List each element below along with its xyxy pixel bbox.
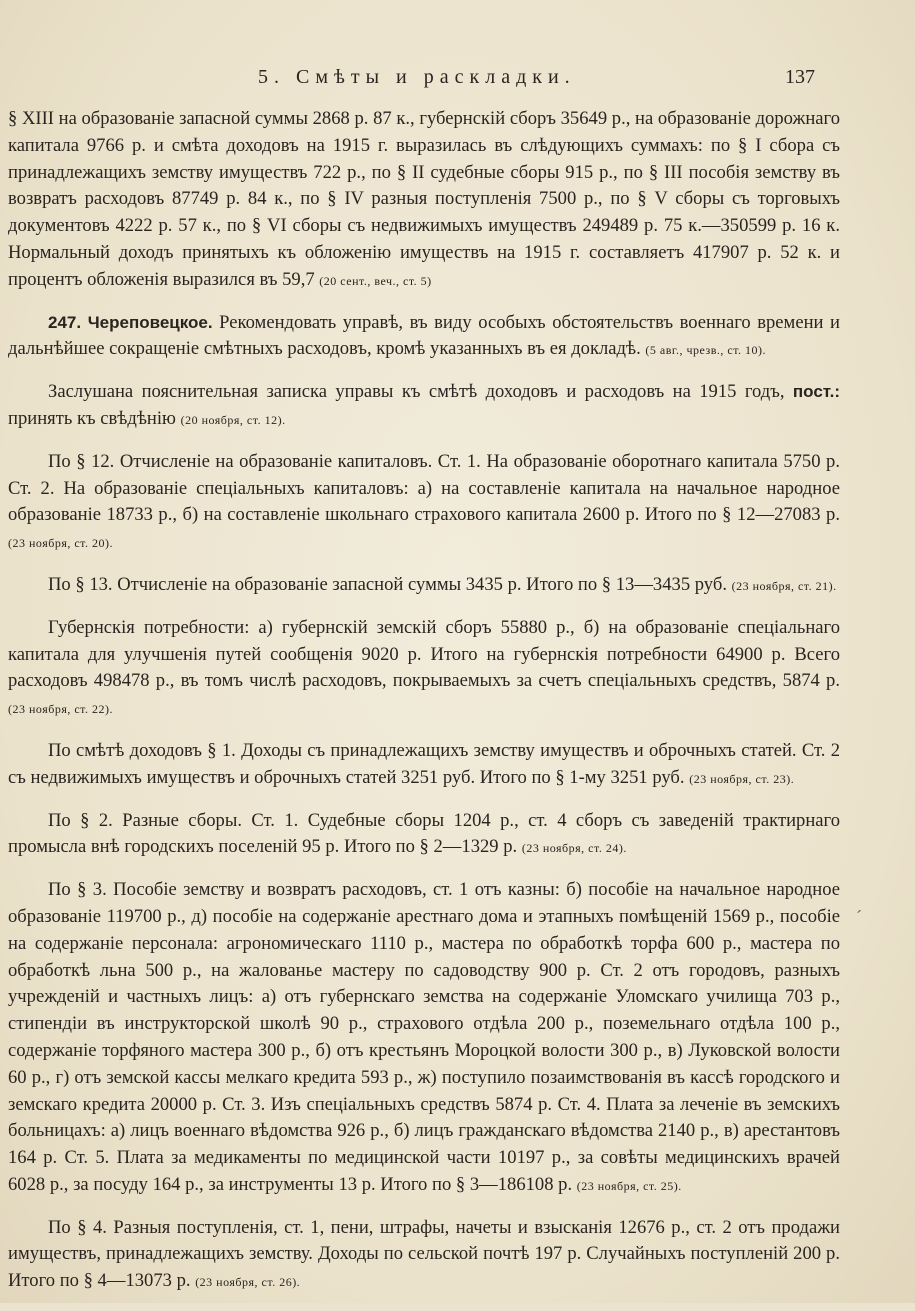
running-header [0,66,915,96]
session-reference: (23 ноября, ст. 21). [731,578,837,593]
paragraph [8,808,840,863]
paragraph [8,310,840,365]
bold-term: 247. Череповецкое. [48,312,213,332]
paragraph [8,738,840,793]
paragraph [8,1215,840,1296]
paragraph-text: По § 2. Разные сборы. Ст. 1. Судебные сборы 1204 р., ст. 4 сборъ съ заведеній трактирнаго промысла внѣ городскихъ поселеній 95 р. Итого по § 2—1329 р. [8,809,840,858]
session-reference: (23 ноября, ст. 26). [195,1275,301,1290]
session-reference: (20 ноября, ст. 12). [180,412,286,427]
paragraph-text: принять къ свѣдѣнію [8,407,181,429]
running-title: 5. Смѣты и раскладки. [258,66,576,88]
page-body [8,106,840,1311]
session-reference: (23 ноября, ст. 25). [576,1178,682,1193]
paragraph-text: Рекомендовать управѣ, въ виду особыхъ обстоятельствъ военнаго времени и дальнѣйшее сокращеніе смѣтныхъ расходовъ, кромѣ указанныхъ въ ея докладѣ. [8,311,840,360]
paragraph [8,106,840,295]
session-reference: (5 авг., чрезв., ст. 10). [645,343,767,358]
session-reference: (23 ноября, ст. 24). [521,841,627,856]
paragraph [8,615,840,723]
paragraph-text: § XIII на образованіе запасной суммы 2868 р. 87 к., губернскій сборъ 35649 р., на образованіе дорожнаго капитала 9766 р. и смѣта доходовъ на 1915 г. выразилась въ слѣдующихъ суммахъ: по § I сбора съ принадлежащихъ земству имуществъ 722 р., по § II судебные сборы 915 р., по § III пособія земству въ возвратъ расходовъ 87749 р. 84 к., по § IV разныя поступленія 7500 р., по § V сборы съ торговыхъ документовъ 4222 р. 57 к., по § VI сборы съ недвижимыхъ имуществъ 249489 р. 75 к.—350599 р. 16 к. Нормальный доходъ принятыхъ къ обложенію имуществъ на 1915 г. составляетъ 417907 р. 52 к. и процентъ обложенія выразился въ 59,7 [8,108,840,290]
paragraph-text: По § 13. Отчисленіе на образованіе запасной суммы 3435 р. Итого по § 13—3435 руб. [48,573,732,595]
paragraph-text: По смѣтѣ доходовъ § 1. Доходы съ принадлежащихъ земству имуществъ и оброчныхъ статей. Ст. 2 съ недвижимыхъ имуществъ и оброчныхъ статей 3251 руб. Итого по § 1-му 3251 руб. [8,739,840,788]
page-number: 137 [785,66,815,88]
paragraph-text: По § 4. Разныя поступленія, ст. 1, пени, штрафы, начеты и взысканія 12676 р., ст. 2 отъ продажи имуществъ, принадлежащихъ земству. Доходы по сельской почтѣ 197 р. Случайныхъ поступленій 200 р. Итого по § 4—13073 р. [8,1216,840,1292]
paragraph [8,449,840,557]
session-reference: (20 сент., веч., ст. 5) [319,273,432,288]
bold-term: пост.: [792,382,840,402]
paragraph [8,572,840,600]
paragraph-text: По § 12. Отчисленіе на образованіе капиталовъ. Ст. 1. На образованіе оборотнаго капитала 5750 р. Ст. 2. На образованіе спеціальныхъ капиталовъ: а) на составленіе капитала на начальное народное образованіе 18733 р., б) на составленіе школьнаго страхового капитала 2600 р. Итого по § 12—27083 р. [8,450,840,526]
paragraph-text: Заслушана пояснительная записка управы къ смѣтѣ доходовъ и расходовъ на 1915 годъ, [48,381,793,403]
session-reference: (23 ноября, ст. 22). [8,702,113,717]
paragraph [8,379,840,434]
session-reference: (23 ноября, ст. 23). [689,771,795,786]
paragraph-text: Губернскія потребности: а) губернскій земскій сборъ 55880 р., б) на образованіе спеціальнаго капитала для улучшенія путей сообщенія 9020 р. Итого на губернскія потребности 64900 р. Всего расходовъ 498478 р., въ томъ числѣ расходовъ, покрываемыхъ за счетъ спеціальныхъ средствъ, 5874 р. [8,616,840,692]
paragraph [8,877,840,1200]
session-reference: (23 ноября, ст. 20). [8,536,113,551]
margin-mark: ˊ [856,907,862,927]
paragraph-text: По § 3. Пособіе земству и возвратъ расходовъ, ст. 1 отъ казны: б) пособіе на начальное народное образованіе 119700 р., д) пособіе на содержаніе арестнаго дома и этапныхъ помѣщеній 1569 р., пособіе на содержаніе персонала: агрономическаго 1110 р., мастера по обработкѣ торфа 600 р., мастера по обработкѣ льна 500 р., на жалованье мастеру по садоводству 900 р. Ст. 2 отъ городовъ, разныхъ учрежденій и частныхъ лицъ: а) отъ губернскаго земства на содержаніе Уломскаго училища 703 р., стипендіи въ инструкторской школѣ 90 р., страхового отдѣла 200 р., поземельнаго отдѣла 100 р., содержаніе торфяного мастера 300 р., б) отъ крестьянъ Мороцкой волости 300 р., в) Луковской волости 60 р., г) отъ земской кассы мелкаго кредита 593 р., ж) поступило позаимствованія въ кассѣ городского и земскаго кредита 20000 р. Ст. 3. Изъ спеціальныхъ средствъ 5874 р. Ст. 4. Плата за леченіе въ земскихъ больницахъ: а) лицъ военнаго вѣдомства 926 р., б) лицъ гражданскаго вѣдомства 2140 р., в) арестантовъ 164 р. Ст. 5. Плата за медикаменты по медицинской части 10197 р., за совѣты медицинскихъ врачей 6028 р., за посуду 164 р., за инструменты 13 р. Итого по § 3—186108 р. [8,879,840,1195]
